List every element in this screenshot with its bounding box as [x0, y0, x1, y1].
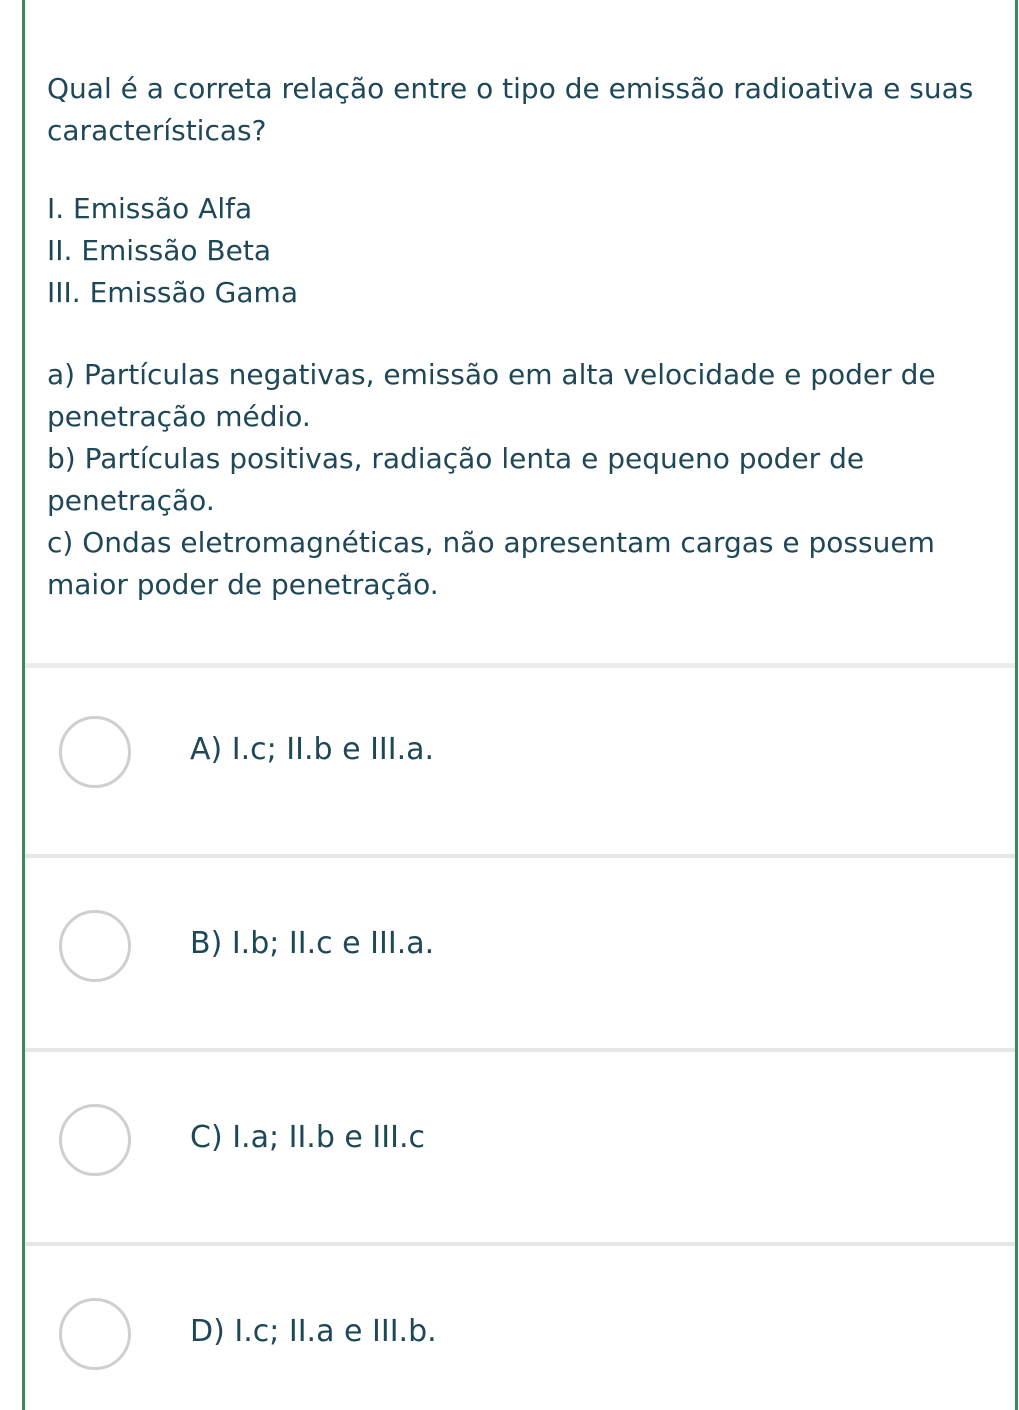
emission-item: II. Emissão Beta [47, 234, 271, 267]
answer-label: C) I.a; II.b e III.c [190, 1120, 425, 1155]
characteristic-item: a) Partículas negativas, emissão em alta velocidade e poder de penetração médio. [47, 358, 936, 433]
answer-option-b[interactable] [25, 858, 1015, 1048]
right-border [1015, 0, 1018, 1410]
radio-button[interactable] [59, 910, 131, 982]
question-title: Qual é a correta relação entre o tipo de emissão radioativa e suas características? [47, 72, 974, 147]
answer-option-c[interactable] [25, 1052, 1015, 1242]
answer-label: B) I.b; II.c e III.a. [190, 926, 435, 961]
answer-option-d[interactable] [25, 1246, 1015, 1410]
answer-option-a[interactable] [25, 668, 1015, 858]
radio-button[interactable] [59, 716, 131, 788]
characteristic-item: c) Ondas eletromagnéticas, não apresentam cargas e possuem maior poder de penetração. [47, 526, 935, 601]
characteristics-list [47, 354, 1007, 606]
emission-item: I. Emissão Alfa [47, 192, 253, 225]
radio-button[interactable] [59, 1298, 131, 1370]
answer-label: A) I.c; II.b e III.a. [190, 732, 435, 767]
question-block [47, 68, 1007, 606]
radio-button[interactable] [59, 1104, 131, 1176]
characteristic-item: b) Partículas positivas, radiação lenta e pequeno poder de penetração. [47, 442, 865, 517]
emission-item: III. Emissão Gama [47, 276, 298, 309]
answer-label: D) I.c; II.a e III.b. [190, 1314, 437, 1349]
emission-list [47, 188, 1007, 314]
